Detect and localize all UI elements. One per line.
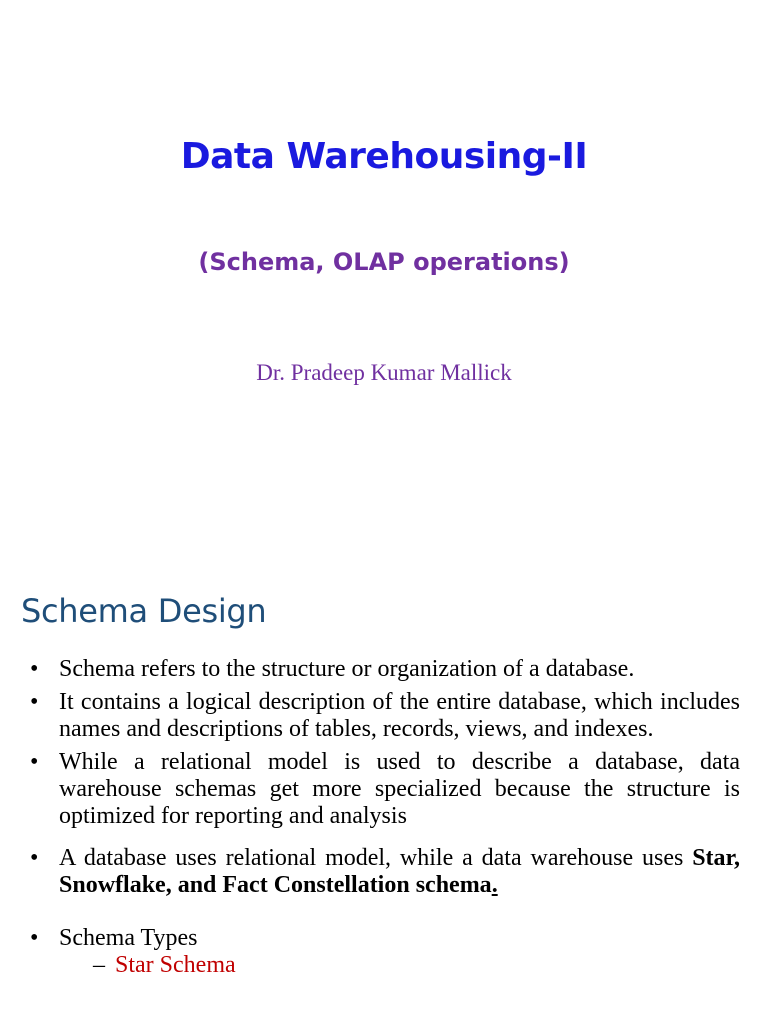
bullet-text: A database uses relational model, while a data warehouse uses (59, 845, 693, 871)
bullet-bold-text: Star, Snowflake, and Fact Constellation schema (59, 845, 740, 898)
bullet-item: • Schema refers to the structure or organization of a database. (30, 656, 740, 683)
bullet-text: Schema Types (59, 925, 198, 951)
bullet-item: • It contains a logical description of the entire database, which includes names and descriptions of tables, records, views, and indexes. (30, 689, 740, 743)
slide-title: Data Warehousing-II (180, 136, 588, 177)
schema-design-slide (0, 576, 768, 1024)
bullet-item (30, 925, 740, 979)
slide-subtitle: (Schema, OLAP operations) (198, 248, 570, 276)
author-name: Dr. Pradeep Kumar Mallick (256, 360, 512, 385)
sub-bullet-item: – Star Schema (93, 952, 740, 979)
bullet-list (30, 656, 740, 979)
bullet-period: . (491, 872, 498, 898)
section-heading: Schema Design (21, 592, 267, 630)
bullet-item: • While a relational model is used to describe a database, data warehouse schemas get more specialized because the structure is optimized for reporting and analysis (30, 749, 740, 830)
sub-bullet-list (59, 952, 740, 979)
bullet-item (30, 845, 740, 899)
